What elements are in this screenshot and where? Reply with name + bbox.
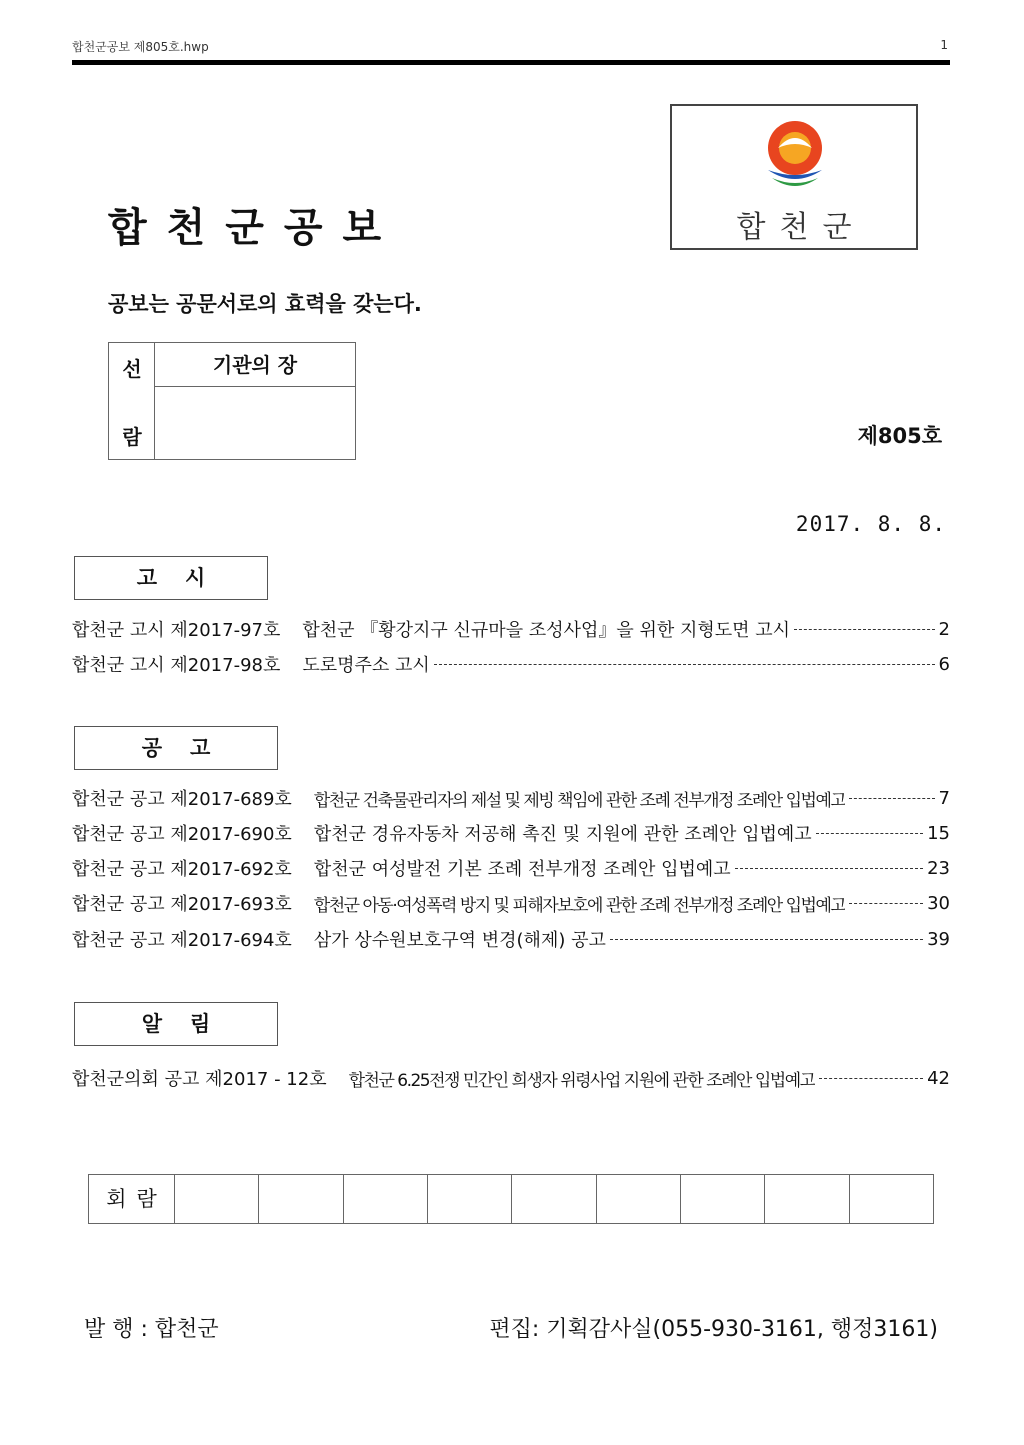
approval-label-column: [109, 343, 155, 459]
circulation-cell: [597, 1175, 681, 1223]
page-title: 합천군공보: [108, 205, 402, 251]
leader-dots: [434, 664, 935, 665]
list-item[interactable]: [72, 853, 950, 883]
item-title: 합천군 『황강지구 신규마을 조성사업』을 위한 지형도면 고시: [302, 620, 791, 641]
file-name: 합천군공보 제805호.hwp: [72, 40, 209, 54]
item-code: 합천군 고시 제2017-98호: [72, 655, 281, 676]
list-item[interactable]: [72, 649, 950, 679]
list-item[interactable]: [72, 1063, 950, 1093]
circulation-cell: [765, 1175, 849, 1223]
leader-dots: [819, 1078, 924, 1079]
item-page: 23: [927, 857, 950, 879]
item-title: 도로명주소 고시: [302, 655, 430, 676]
item-code: 합천군 공고 제2017-689호: [72, 789, 292, 810]
circulation-cell: [175, 1175, 259, 1223]
circulation-cell: [344, 1175, 428, 1223]
item-title: 합천군 경유자동차 저공해 촉진 및 지원에 관한 조례안 입법예고: [313, 824, 812, 845]
item-title: 합천군 건축물관리자의 제설 및 제빙 책임에 관한 조례 전부개정 조례안 입법예고: [313, 790, 846, 811]
item-code: 합천군의회 공고 제2017 - 12호: [72, 1069, 327, 1090]
leader-dots: [794, 629, 935, 630]
list-item[interactable]: [72, 888, 950, 918]
item-page: 2: [938, 618, 950, 640]
approval-box: [108, 342, 356, 460]
circulation-cell: [512, 1175, 596, 1223]
list-item[interactable]: [72, 783, 950, 813]
list-item[interactable]: [72, 614, 950, 644]
item-title: 삼가 상수원보호구역 변경(해제) 공고: [313, 930, 606, 951]
leader-dots: [849, 798, 934, 799]
issue-date: 2017. 8. 8.: [795, 512, 946, 536]
subtitle: 공보는 공문서로의 효력을 갖는다.: [108, 292, 422, 316]
editor-contact: 편집: 기획감사실(055-930-3161, 행정3161): [489, 1317, 938, 1342]
list-item[interactable]: [72, 818, 950, 848]
leader-dots: [735, 868, 923, 869]
item-code: 합천군 공고 제2017-690호: [72, 824, 292, 845]
county-logo-box: [670, 104, 918, 250]
circulation-cell: [681, 1175, 765, 1223]
list-item[interactable]: [72, 924, 950, 954]
approval-label-bottom: 람: [122, 425, 142, 449]
section-notifications-label: 알림: [74, 1002, 278, 1046]
item-title: 합천군 아동·여성폭력 방지 및 피해자보호에 관한 조례 전부개정 조례안 입법예고: [313, 895, 846, 916]
item-page: 6: [938, 653, 950, 675]
item-page: 39: [927, 928, 950, 950]
logo-text: 합천군: [736, 210, 866, 245]
item-page: 42: [927, 1067, 950, 1089]
item-title: 합천군 여성발전 기본 조례 전부개정 조례안 입법예고: [313, 859, 731, 880]
header-rule: [72, 60, 950, 65]
page-number: 1: [940, 38, 948, 52]
approval-header: 기관의 장: [155, 343, 355, 387]
issue-number: 제805호: [857, 424, 942, 448]
county-emblem-icon: [760, 118, 830, 196]
approval-label-top: 선: [122, 357, 142, 381]
section-notices-label: 고시: [74, 556, 268, 600]
item-code: 합천군 공고 제2017-693호: [72, 894, 292, 915]
circulation-label: 회람: [89, 1175, 175, 1223]
item-page: 30: [927, 892, 950, 914]
leader-dots: [849, 903, 923, 904]
item-code: 합천군 공고 제2017-694호: [72, 930, 292, 951]
item-page: 7: [938, 787, 950, 809]
item-code: 합천군 공고 제2017-692호: [72, 859, 292, 880]
circulation-box: [88, 1174, 934, 1224]
item-page: 15: [927, 822, 950, 844]
publisher: 발 행 : 합천군: [84, 1317, 219, 1342]
circulation-cell: [428, 1175, 512, 1223]
leader-dots: [610, 939, 923, 940]
item-title: 합천군 6.25전쟁 민간인 희생자 위령사업 지원에 관한 조례안 입법예고: [348, 1070, 815, 1091]
item-code: 합천군 고시 제2017-97호: [72, 620, 281, 641]
circulation-cell: [850, 1175, 933, 1223]
section-announcements-label: 공고: [74, 726, 278, 770]
circulation-cell: [259, 1175, 343, 1223]
leader-dots: [816, 833, 923, 834]
